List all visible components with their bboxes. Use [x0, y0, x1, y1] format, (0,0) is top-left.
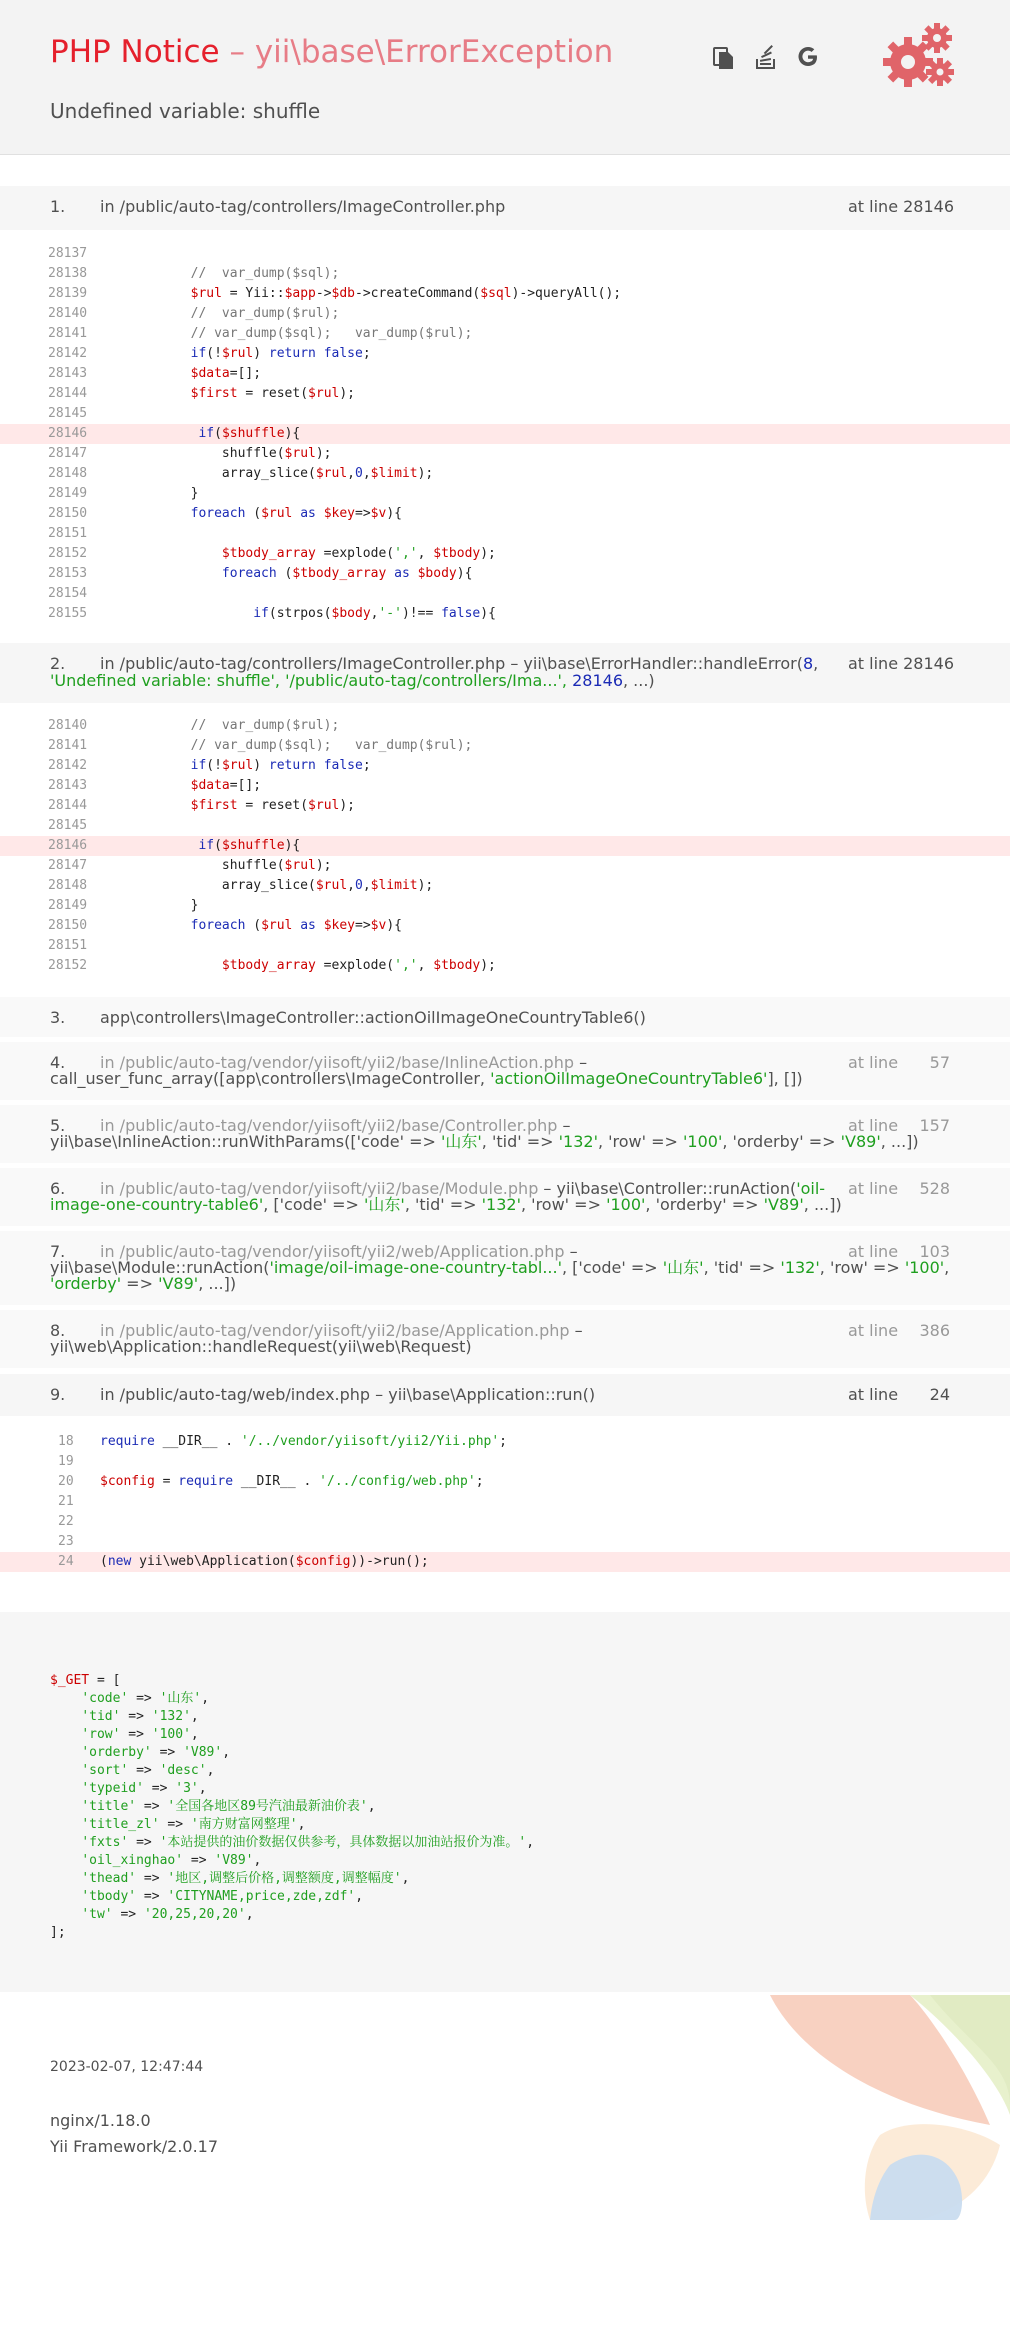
timestamp: 2023-02-07, 12:47:44	[50, 2059, 204, 2075]
request-variable-line: 'fxts' => '本站提供的油价数据仅供参考，具体数据以加油站报价为准。',	[81, 1835, 535, 1850]
line-number: 28149	[48, 486, 88, 501]
line-number: 28142	[48, 346, 88, 361]
code-line	[0, 244, 1010, 264]
line-source: foreach ($rul as $key=>$v){	[190, 918, 402, 933]
frame-line-number: 386	[919, 1321, 950, 1340]
request-variable-line: 'sort' => 'desc',	[81, 1763, 215, 1778]
frame-line-number: 103	[919, 1242, 950, 1261]
request-variable-line: 'orderby' => 'V89',	[81, 1745, 231, 1760]
frame-number: 8.	[50, 1321, 66, 1340]
error-line	[0, 836, 1010, 856]
code-line	[0, 484, 1010, 504]
frame-line: at line	[848, 1053, 899, 1072]
code-line	[0, 564, 1010, 584]
line-number: 28149	[48, 898, 88, 913]
line-source: if(strpos($body,'-')!== false){	[253, 606, 496, 621]
frame-number: 9.	[50, 1385, 66, 1404]
line-number: 19	[58, 1454, 74, 1469]
call-stack-frame[interactable]	[0, 186, 1010, 230]
request-variable-line: ];	[50, 1925, 66, 1940]
line-number: 28137	[48, 246, 88, 261]
code-line	[0, 796, 1010, 816]
frame-line-number: 57	[929, 1053, 950, 1072]
line-number: 28146	[48, 838, 88, 853]
line-number: 28142	[48, 758, 88, 773]
code-line	[0, 916, 1010, 936]
line-number: 28154	[48, 586, 88, 601]
line-source: if(!$rul) return false;	[190, 346, 371, 361]
error-line	[0, 1552, 1010, 1572]
line-source: array_slice($rul,0,$limit);	[128, 878, 434, 893]
frame-method-cont: 'orderby' => 'V89', ...])	[50, 1274, 237, 1293]
code-line	[0, 504, 1010, 524]
line-source: foreach ($tbody_array as $body){	[221, 566, 473, 581]
code-line	[0, 776, 1010, 796]
google-icon[interactable]	[794, 42, 822, 72]
code-line	[0, 444, 1010, 464]
code-line	[0, 716, 1010, 736]
code-line	[0, 304, 1010, 324]
framework-version[interactable]: Yii Framework/2.0.17	[50, 2137, 219, 2156]
line-source: $data=[];	[190, 366, 262, 381]
header-actions	[710, 42, 822, 72]
request-variable-line: 'code' => '山东',	[81, 1691, 210, 1706]
line-number: 28141	[48, 738, 88, 753]
code-line	[0, 344, 1010, 364]
frame-line: at line 28146	[848, 654, 955, 673]
frame-file: in /public/auto-tag/vendor/yiisoft/yii2/base/Module.php – yii\base\Controller::runAction('oil-	[100, 1179, 826, 1198]
gears-icon	[880, 22, 960, 92]
line-number: 28152	[48, 546, 88, 561]
line-source: // var_dump($sql); var_dump($rul);	[190, 738, 473, 753]
frame-file: in /public/auto-tag/vendor/yiisoft/yii2/web/Application.php –	[100, 1242, 578, 1261]
code-line	[0, 544, 1010, 564]
call-stack-frame[interactable]	[0, 1105, 1010, 1163]
frame-line: at line	[848, 1179, 899, 1198]
line-source: $tbody_array =explode(',', $tbody);	[221, 958, 496, 973]
call-stack-frame[interactable]	[0, 643, 1010, 703]
code-line	[0, 404, 1010, 424]
line-number: 22	[58, 1514, 74, 1529]
call-stack-frame[interactable]	[0, 1231, 1010, 1305]
line-number: 21	[58, 1494, 74, 1509]
code-line	[0, 264, 1010, 284]
line-number: 28144	[48, 798, 88, 813]
code-line	[0, 604, 1010, 624]
code-snippet	[0, 716, 1010, 978]
line-source: $first = reset($rul);	[190, 386, 356, 401]
line-number: 28148	[48, 878, 88, 893]
frame-method: yii\base\Module::runAction('image/oil-image-one-country-tabl...', ['code' => '山东', 'tid' => '132', 'row' => '100',	[50, 1258, 950, 1277]
frame-line-number: 528	[919, 1179, 950, 1198]
line-source: // var_dump($rul);	[190, 718, 340, 733]
code-line	[0, 756, 1010, 776]
request-variable-line: $_GET = [	[50, 1673, 121, 1688]
code-line	[0, 1512, 1010, 1532]
code-line	[0, 1472, 1010, 1492]
code-line	[0, 584, 1010, 604]
error-header	[0, 0, 1010, 155]
code-line	[0, 1432, 1010, 1452]
line-number: 24	[58, 1554, 74, 1569]
exception-separator: –	[219, 34, 255, 70]
line-number: 28148	[48, 466, 88, 481]
code-line	[0, 816, 1010, 836]
frame-number: 4.	[50, 1053, 66, 1072]
request-variable-line: 'title_zl' => '南方财富网整理',	[81, 1817, 306, 1832]
frame-method: image-one-country-table6', ['code' => '山东', 'tid' => '132', 'row' => '100', 'orderby' => 'V89', ...])	[50, 1195, 842, 1214]
line-number: 28140	[48, 718, 88, 733]
code-line	[0, 856, 1010, 876]
frame-file: in /public/auto-tag/controllers/ImageController.php	[100, 197, 506, 216]
frame-args: 'Undefined variable: shuffle', '/public/auto-tag/controllers/Ima...', 28146, ...)	[50, 671, 655, 690]
line-source: // var_dump($sql); var_dump($rul);	[190, 326, 473, 341]
line-number: 28143	[48, 778, 88, 793]
line-source: }	[128, 486, 199, 501]
request-variables	[0, 1612, 1010, 1992]
request-variable-line: 'thead' => '地区,调整后价格,调整额度,调整幅度',	[81, 1871, 410, 1886]
frame-file: in /public/auto-tag/vendor/yiisoft/yii2/base/Application.php –	[100, 1321, 583, 1340]
call-stack-frame[interactable]	[0, 1042, 1010, 1100]
line-number: 23	[58, 1534, 74, 1549]
frame-method: yii\base\InlineAction::runWithParams(['code' => '山东', 'tid' => '132', 'row' => '100', 'orderby' => 'V89', ...])	[50, 1132, 919, 1151]
page-title	[50, 34, 613, 70]
line-source: shuffle($rul);	[128, 446, 332, 461]
line-number: 28145	[48, 818, 88, 833]
line-source: // var_dump($sql);	[190, 266, 340, 281]
frame-line: at line	[848, 1385, 899, 1404]
request-variable-line: 'tid' => '132',	[81, 1709, 199, 1724]
code-line	[0, 936, 1010, 956]
line-source: shuffle($rul);	[128, 858, 332, 873]
line-number: 18	[58, 1434, 74, 1449]
error-line	[0, 424, 1010, 444]
line-source: $data=[];	[190, 778, 262, 793]
line-number: 28145	[48, 406, 88, 421]
frame-number: 5.	[50, 1116, 66, 1135]
request-variable-line: 'typeid' => '3',	[81, 1781, 207, 1796]
code-snippet	[0, 1432, 1010, 1577]
code-line	[0, 1492, 1010, 1512]
line-source: }	[128, 898, 199, 913]
line-source: $tbody_array =explode(',', $tbody);	[221, 546, 496, 561]
frame-method: yii\web\Application::handleRequest(yii\web\Request)	[50, 1337, 472, 1356]
stack-overflow-icon[interactable]	[752, 42, 780, 72]
line-number: 28144	[48, 386, 88, 401]
request-variable-line: 'title' => '全国各地区89号汽油最新油价表',	[81, 1799, 376, 1814]
frame-file: in /public/auto-tag/web/index.php – yii\base\Application::run()	[100, 1385, 596, 1404]
call-stack-frame[interactable]	[0, 1168, 1010, 1226]
code-line	[0, 364, 1010, 384]
frame-file: in /public/auto-tag/vendor/yiisoft/yii2/base/Controller.php –	[100, 1116, 571, 1135]
frame-line-number: 157	[919, 1116, 950, 1135]
call-stack-frame[interactable]	[0, 997, 1010, 1037]
frame-line: at line 28146	[848, 197, 955, 216]
copy-icon[interactable]	[710, 42, 738, 72]
line-number: 28150	[48, 918, 88, 933]
error-message: Undefined variable: shuffle	[50, 99, 321, 123]
code-line	[0, 876, 1010, 896]
code-line	[0, 736, 1010, 756]
frame-line-number: 24	[929, 1385, 950, 1404]
call-stack-frame[interactable]	[0, 1374, 1010, 1416]
request-variable-line: 'tw' => '20,25,20,20',	[81, 1907, 254, 1922]
line-source: if($shuffle){	[198, 838, 301, 853]
frame-line: at line	[848, 1321, 899, 1340]
line-source: // var_dump($rul);	[190, 306, 340, 321]
frame-number: 3.	[50, 1008, 66, 1027]
line-number: 28143	[48, 366, 88, 381]
frame-number: 2.	[50, 654, 66, 673]
code-line	[0, 464, 1010, 484]
line-source: $config = require __DIR__ . '/../config/web.php';	[100, 1474, 484, 1489]
line-number: 28150	[48, 506, 88, 521]
frame-file: in /public/auto-tag/vendor/yiisoft/yii2/base/InlineAction.php –	[100, 1053, 588, 1072]
line-number: 28153	[48, 566, 88, 581]
line-source: require __DIR__ . '/../vendor/yiisoft/yii2/Yii.php';	[100, 1434, 507, 1449]
yii-decoration	[760, 1995, 1010, 2220]
exception-class[interactable]: yii\base\ErrorException	[254, 34, 614, 70]
line-number: 20	[58, 1474, 74, 1489]
frame-method: app\controllers\ImageController::actionOilImageOneCountryTable6()	[100, 1008, 646, 1027]
line-source: array_slice($rul,0,$limit);	[128, 466, 434, 481]
server-version: nginx/1.18.0	[50, 2111, 151, 2130]
call-stack-frame[interactable]	[0, 1310, 1010, 1368]
line-number: 28147	[48, 446, 88, 461]
frame-line: at line	[848, 1116, 899, 1135]
line-number: 28152	[48, 958, 88, 973]
frame-method: call_user_func_array([app\controllers\ImageController, 'actionOilImageOneCountryTable6'], [])	[50, 1069, 803, 1088]
frame-number: 6.	[50, 1179, 66, 1198]
code-line	[0, 896, 1010, 916]
code-line	[0, 956, 1010, 976]
line-number: 28147	[48, 858, 88, 873]
line-number: 28140	[48, 306, 88, 321]
line-number: 28151	[48, 938, 88, 953]
line-source: $rul = Yii::$app->$db->createCommand($sql)->queryAll();	[190, 286, 622, 301]
line-number: 28141	[48, 326, 88, 341]
line-source: $first = reset($rul);	[190, 798, 356, 813]
line-number: 28146	[48, 426, 88, 441]
frame-file: in /public/auto-tag/controllers/ImageController.php – yii\base\ErrorHandler::handleError(8,	[100, 654, 819, 673]
code-line	[0, 384, 1010, 404]
code-line	[0, 1452, 1010, 1472]
line-number: 28138	[48, 266, 88, 281]
code-line	[0, 324, 1010, 344]
code-line	[0, 1532, 1010, 1552]
line-source: if($shuffle){	[198, 426, 301, 441]
line-source: (new yii\web\Application($config))->run();	[100, 1554, 429, 1569]
line-number: 28151	[48, 526, 88, 541]
request-variable-line: 'oil_xinghao' => 'V89',	[81, 1853, 262, 1868]
footer	[0, 1995, 1010, 2335]
frame-line: at line	[848, 1242, 899, 1261]
line-number: 28139	[48, 286, 88, 301]
error-type: PHP Notice	[50, 34, 220, 70]
frame-number: 1.	[50, 197, 66, 216]
request-variable-line: 'row' => '100',	[81, 1727, 199, 1742]
code-snippet	[0, 244, 1010, 624]
line-source: foreach ($rul as $key=>$v){	[190, 506, 402, 521]
code-line	[0, 284, 1010, 304]
line-number: 28155	[48, 606, 88, 621]
code-line	[0, 524, 1010, 544]
line-source: if(!$rul) return false;	[190, 758, 371, 773]
request-variable-line: 'tbody' => 'CITYNAME,price,zde,zdf',	[81, 1889, 364, 1904]
frame-number: 7.	[50, 1242, 66, 1261]
